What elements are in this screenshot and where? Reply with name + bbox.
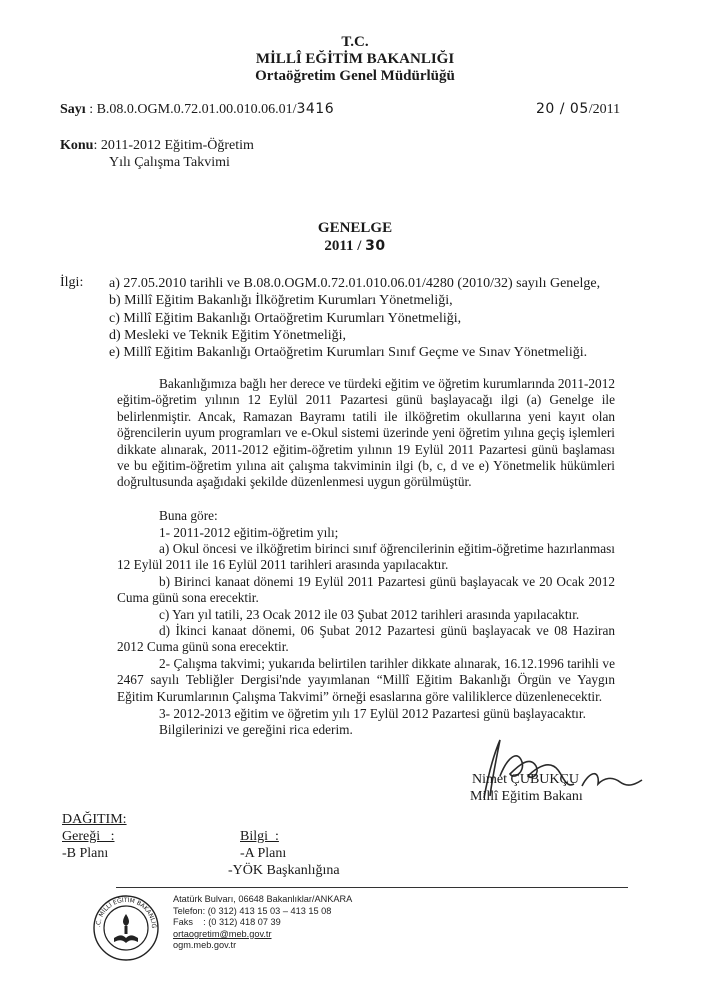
footer-contact [173,894,352,952]
sayi-line [60,101,334,118]
body-paragraph-6: c) Yarı yıl tatili, 23 Ocak 2012 ile 03 Şubat 2012 tarihleri arasında yapılacaktır. [159,607,580,622]
ilgi-item-b: b) Millî Eğitim Bakanlığı İlköğretim Kurumları Yönetmeliği, [109,293,453,309]
konu-label: Konu [60,138,94,153]
footer-phone: Telefon: (0 312) 413 15 03 – 413 15 08 [173,905,332,916]
genelge-year: 2011 / [324,238,362,254]
distribution-heading: DAĞITIM: [62,812,127,827]
genelge-handwritten-number: 30 [365,238,386,254]
body-paragraph-4: a) Okul öncesi ve ilköğretim birinci sınıf öğrencilerinin eğitim-öğretime hazırlanması 12 Eylül 2011 ile 16 Eylül 2011 tarihleri arasında yapılacaktır. [117,541,615,573]
header-directorate: Ortaöğretim Genel Müdürlüğü [255,68,455,84]
date-year: /2011 [588,102,621,117]
header-ministry: MİLLÎ EĞİTİM BAKANLIĞI [255,51,455,67]
ministry-logo-icon [92,894,160,962]
body-paragraph-5: b) Birinci kanaat dönemi 19 Eylül 2011 Pazartesi günü başlayacak ve 20 Ocak 2012 Cuma günü sona erecektir. [117,574,615,606]
ilgi-item-c: c) Millî Eğitim Bakanlığı Ortaöğretim Kurumları Yönetmeliği, [109,310,462,326]
footer-address: Atatürk Bulvarı, 06648 Bakanlıklar/ANKARA [173,894,353,904]
body-paragraph-8: 2- Çalışma takvimi; yukarıda belirtilen tarihler dikkate alınarak, 16.12.1996 tarihli ve 2467 sayılı Tebliğler Dergisi'nde yayımlanan “Millî Eğitim Bakanlığı Örgün ve Yaygın Eğitim Kurumlarının Çalışma Takvimi” örneği esaslarına göre valiliklerce düzenlenecektir. [117,656,615,704]
ilgi-item-a: a) 27.05.2010 tarihli ve B.08.0.OGM.0.72.01.010.06.01/4280 (2010/32) sayılı Genelge, [109,276,601,291]
distribution-bilgi-label: Bilgi : [240,829,279,844]
body-paragraph-9: 3- 2012-2013 eğitim ve öğretim yılı 17 Eylül 2012 Pazartesi günü başlayacaktır. [159,706,586,721]
distribution-gereği-label: Gereği : [62,829,115,844]
konu-line [60,138,254,154]
body-paragraph-1: Bakanlığımıza bağlı her derece ve türdeki eğitim ve öğretim kurumlarında 2011-2012 eğitim-öğretim yılının 12 Eylül 2011 Pazartesi günü başlayacağı ilgi (a) Genelge ile belirlenmiştir. Ancak, Ramazan Bayramı tatili ile ilköğretim okullarına yeni kayıt olan öğrencilerin uyum programları ve e-Okul sistemi üzerinde yeni öğretim yılına geçiş işlemleri dikkate alınarak, 2011-2012 eğitim-öğretim yılının 19 Eylül 2011 Pazartesi günü başlaması ve bu eğitim-öğretim yılına ait çalışma takviminin ilgi (b, c, d ve e) Yönetmelik hükümleri doğrultusunda aşağıdaki şekilde düzenlenmesi uygun görülmüştür. [117,376,615,490]
footer-fax: Faks : (0 312) 418 07 39 [173,917,281,928]
body-paragraph-2: Buna göre: [159,508,218,523]
header-tc: T.C. [341,34,369,50]
footer-email-link[interactable]: ortaogretim@meb.gov.tr [173,928,272,939]
ilgi-list [109,275,600,361]
footer-divider [116,887,628,888]
body-paragraph-10: Bilgilerinizi ve gereğini rica ederim. [159,722,353,737]
konu-value-1: : 2011-2012 Eğitim-Öğretim [93,138,254,153]
ilgi-item-e: e) Millî Eğitim Bakanlığı Ortaöğretim Kurumları Sınıf Geçme ve Sınav Yönetmeliği. [109,345,588,361]
ilgi-item-d: d) Mesleki ve Teknik Eğitim Yönetmeliği, [109,327,346,343]
sayi-value: : B.08.0.OGM.0.72.01.00.010.06.01/ [89,102,297,117]
document-date [536,101,620,118]
sayi-label: Sayı [60,102,86,117]
sayi-handwritten-number: 3416 [296,101,335,117]
footer-web-link[interactable]: ogm.meb.gov.tr [173,940,237,951]
distribution-bilgi-item-1: -A Planı [240,846,287,861]
genelge-number [0,238,710,255]
ilgi-label: İlgi: [60,275,84,290]
signatory-title: Millî Eğitim Bakanı [470,789,583,804]
signatory-name: Nimet ÇUBUKÇU [472,772,579,787]
distribution-gereği-item: -B Planı [62,846,109,861]
body-paragraph-7: d) İkinci kanaat dönemi, 06 Şubat 2012 Pazartesi günü başlayacak ve 08 Haziran 2012 Cuma günü sona erecektir. [117,623,615,655]
date-handwritten: 20 / 05 [536,101,589,117]
distribution-bilgi-item-2: -YÖK Başkanlığına [228,863,340,878]
konu-value-2: Yılı Çalışma Takvimi [109,155,230,170]
genelge-title: GENELGE [317,220,393,236]
logo-arc-text: .C. MİLLÎ EĞİTİM BAKANLIĞ [95,896,158,929]
body-paragraph-3: 1- 2011-2012 eğitim-öğretim yılı; [159,525,339,540]
